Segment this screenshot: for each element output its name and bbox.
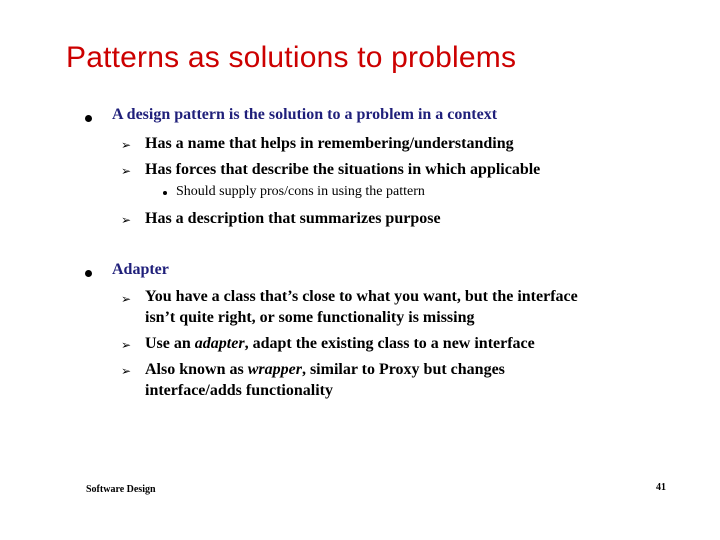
slide-title: Patterns as solutions to problems bbox=[66, 41, 517, 74]
section-2-heading: Adapter bbox=[112, 261, 169, 278]
small-bullet-icon bbox=[163, 191, 167, 195]
section-1-heading: A design pattern is the solution to a problem in a context bbox=[112, 106, 498, 123]
item-emphasis: adapter bbox=[194, 335, 245, 352]
section-2-item-3-line-1 bbox=[145, 361, 505, 379]
item-text: , adapt the existing class to a new interface bbox=[244, 335, 535, 352]
section-2-item-2 bbox=[145, 335, 535, 353]
item-text: , similar to Proxy but changes bbox=[301, 361, 505, 378]
item-text: Also known as bbox=[145, 361, 248, 378]
bullet-icon bbox=[85, 270, 92, 277]
arrow-bullet-icon: ➢ bbox=[121, 213, 132, 227]
arrow-bullet-icon: ➢ bbox=[121, 138, 132, 152]
bullet-icon bbox=[85, 115, 92, 122]
section-1-item-3: Has a description that summarizes purpose bbox=[145, 210, 441, 227]
arrow-bullet-icon: ➢ bbox=[121, 164, 132, 178]
footer-text: Software Design bbox=[86, 484, 156, 495]
arrow-bullet-icon: ➢ bbox=[121, 292, 132, 306]
section-1-item-1: Has a name that helps in remembering/understanding bbox=[145, 135, 514, 152]
section-1-subitem: Should supply pros/cons in using the pattern bbox=[176, 184, 425, 199]
section-2-item-1-line-2: isn’t quite right, or some functionality is missing bbox=[145, 309, 475, 326]
section-1-item-2: Has forces that describe the situations in which applicable bbox=[145, 161, 541, 178]
section-2-item-1-line-1: You have a class that’s close to what you want, but the interface bbox=[145, 288, 578, 305]
arrow-bullet-icon: ➢ bbox=[121, 364, 132, 378]
arrow-bullet-icon: ➢ bbox=[121, 338, 132, 352]
item-text: Use an bbox=[145, 335, 195, 352]
page-number: 41 bbox=[656, 482, 666, 493]
section-2-item-3-line-2: interface/adds functionality bbox=[145, 382, 333, 399]
item-emphasis: wrapper bbox=[247, 361, 302, 378]
